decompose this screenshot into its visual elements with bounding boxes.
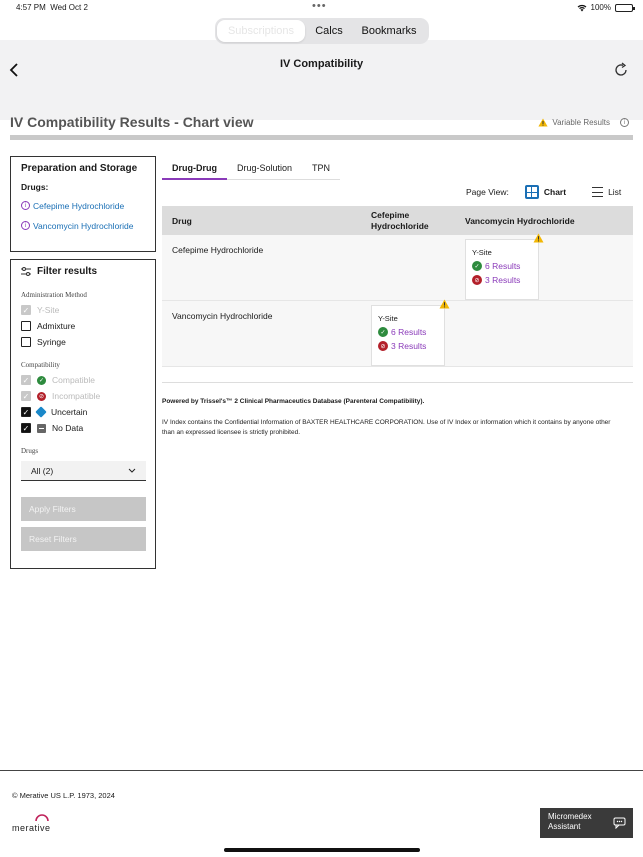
divider: [162, 382, 633, 383]
header-drug: Drug: [172, 215, 192, 226]
result-card: [371, 305, 445, 366]
tab-drug-solution[interactable]: Drug-Solution: [236, 163, 293, 173]
battery-icon: [615, 4, 633, 12]
assistant-label: Micromedex Assistant: [548, 812, 592, 831]
filter-panel: [10, 259, 156, 569]
prep-storage-panel: [10, 156, 156, 252]
header-cefepime: Cefepime Hydrochloride: [371, 209, 429, 231]
compatible-results-link[interactable]: [472, 261, 532, 271]
warning-icon: [439, 299, 450, 309]
drugs-label: Drugs:: [21, 182, 49, 192]
compatible-check-icon: ✓: [378, 327, 388, 337]
compatible-results-link[interactable]: [378, 327, 438, 337]
incompatible-results-label: 3 Results: [485, 275, 521, 285]
checkbox-checked-icon: ✓: [22, 391, 30, 401]
variable-results-legend: [538, 117, 629, 127]
checkbox-checked-icon: ✓: [22, 423, 30, 433]
header-vancomycin: Vancomycin Hydrochloride: [465, 215, 575, 226]
tab-calcs[interactable]: Calcs: [315, 25, 343, 37]
reset-filters-button[interactable]: Reset Filters: [21, 527, 146, 551]
drugs-select[interactable]: [21, 461, 146, 481]
page-view-label: Page View:: [466, 187, 509, 197]
filter-compatible[interactable]: [21, 375, 145, 385]
warning-icon: [533, 233, 544, 243]
home-indicator: [224, 848, 420, 852]
incompatible-icon: ⊘: [38, 393, 45, 400]
top-nav-tabs: [215, 18, 429, 44]
logo-arc-icon: [34, 813, 50, 821]
checkbox-icon: [21, 337, 31, 347]
filter-syringe-label: Syringe: [37, 337, 66, 347]
micromedex-assistant-button[interactable]: [540, 808, 633, 838]
status-right: [577, 3, 633, 12]
copyright: © Merative US L.P. 1973, 2024: [12, 791, 115, 800]
empty-cell: [365, 235, 459, 300]
card-method: Y-Site: [378, 314, 398, 323]
status-bar: [0, 0, 643, 16]
filter-incompatible-label: Incompatible: [52, 391, 101, 401]
tab-drug-drug[interactable]: Drug-Drug: [162, 160, 227, 180]
drug-link-label: Vancomycin Hydrochloride: [33, 221, 134, 231]
filter-syringe[interactable]: [21, 337, 145, 347]
battery-percent: 100%: [590, 3, 611, 12]
filter-incompatible[interactable]: [21, 391, 145, 401]
filter-ysite-label: Y-Site: [37, 305, 60, 315]
date-text: Wed Oct 2: [50, 3, 88, 12]
page-view-toggle: [466, 185, 621, 199]
grid-header: [162, 206, 633, 235]
sliders-icon: [21, 267, 31, 276]
drug-link-label: Cefepime Hydrochloride: [33, 201, 125, 211]
incompatible-results-label: 3 Results: [391, 341, 427, 351]
chat-icon: [613, 816, 626, 829]
wifi-icon: [577, 4, 587, 12]
result-cell: [365, 301, 459, 366]
multitask-dots-icon[interactable]: •••: [312, 0, 327, 12]
powered-by-text: Powered by Trissel's™ 2 Clinical Pharmaceutics Database (Parenteral Compatibility).: [162, 398, 425, 405]
result-cell: [459, 235, 633, 300]
incompatible-icon: ⊘: [472, 275, 482, 285]
filter-admixture[interactable]: [21, 321, 145, 331]
info-icon: i: [21, 201, 30, 210]
table-row: [162, 301, 633, 367]
uncertain-diamond-icon: [35, 406, 46, 417]
results-heading: IV Compatibility Results - Chart view: [10, 114, 254, 130]
row-drug-name: Vancomycin Hydrochloride: [172, 311, 273, 321]
drug-link-cefepime[interactable]: [21, 200, 145, 212]
compatibility-label: Compatibility: [21, 361, 60, 369]
checkbox-checked-icon: ✓: [22, 407, 30, 417]
info-icon: i: [21, 221, 30, 230]
checkbox-icon: [21, 321, 31, 331]
empty-cell: [459, 301, 633, 366]
checkbox-checked-icon: ✓: [22, 305, 30, 315]
page-title: IV Compatibility: [279, 58, 364, 70]
legal-notice: IV Index contains the Confidential Information of BAXTER HEALTHCARE CORPORATION. Use of IV Index or information which it contains by anyone other than an expressed licensee is strictly prohibited.: [162, 419, 611, 436]
chart-view-icon[interactable]: [525, 185, 539, 199]
chart-view-button[interactable]: Chart: [543, 187, 567, 197]
card-method: Y-Site: [472, 248, 492, 257]
table-row: [162, 235, 633, 301]
compatible-results-label: 6 Results: [485, 261, 521, 271]
logo-text: merative: [12, 823, 51, 833]
row-drug-name: Cefepime Hydrochloride: [172, 245, 264, 255]
refresh-icon[interactable]: [613, 62, 629, 78]
filter-compatible-label: Compatible: [52, 375, 95, 385]
filter-ysite[interactable]: [21, 305, 145, 315]
drugs-filter-label: Drugs: [21, 447, 39, 455]
divider-bar: [10, 135, 633, 140]
status-time: [16, 3, 88, 12]
app-header: [0, 40, 643, 120]
admin-method-label: Administration Method: [21, 291, 87, 299]
list-view-button[interactable]: List: [608, 187, 622, 197]
variable-results-label: Variable Results: [552, 117, 610, 127]
tab-bookmarks[interactable]: Bookmarks: [361, 25, 417, 37]
filter-nodata-label: No Data: [52, 423, 84, 433]
no-data-icon: [37, 424, 46, 433]
footer-divider: [0, 770, 643, 771]
time-text: 4:57 PM: [16, 3, 46, 12]
filter-nodata[interactable]: [21, 423, 145, 433]
compatible-check-icon: ✓: [472, 261, 482, 271]
chevron-down-icon: [128, 468, 136, 473]
compatible-results-label: 6 Results: [391, 327, 427, 337]
incompatible-results-link[interactable]: [378, 341, 438, 351]
merative-logo: [12, 813, 60, 833]
checkbox-checked-icon: ✓: [22, 375, 30, 385]
filter-uncertain[interactable]: [21, 407, 145, 417]
filter-admixture-label: Admixture: [37, 321, 76, 331]
warning-icon: [538, 118, 548, 127]
compatibility-grid: [162, 206, 633, 367]
result-card: [465, 239, 539, 300]
list-view-icon[interactable]: [592, 187, 603, 197]
incompatible-results-link[interactable]: [472, 275, 532, 285]
filter-header: [21, 266, 145, 277]
filter-uncertain-label: Uncertain: [51, 407, 88, 417]
info-icon[interactable]: i: [620, 118, 629, 127]
prep-title: Preparation and Storage: [21, 163, 138, 174]
drug-link-vancomycin[interactable]: [21, 220, 145, 232]
apply-filters-button[interactable]: Apply Filters: [21, 497, 146, 521]
tab-subscriptions[interactable]: Subscriptions: [217, 20, 305, 42]
filter-title: Filter results: [37, 266, 98, 277]
compatible-check-icon: ✓: [38, 377, 45, 384]
incompatible-icon: ⊘: [378, 341, 388, 351]
results-tabs: [162, 160, 340, 180]
drugs-select-value: All (2): [31, 465, 54, 476]
tab-tpn[interactable]: TPN: [312, 163, 330, 173]
